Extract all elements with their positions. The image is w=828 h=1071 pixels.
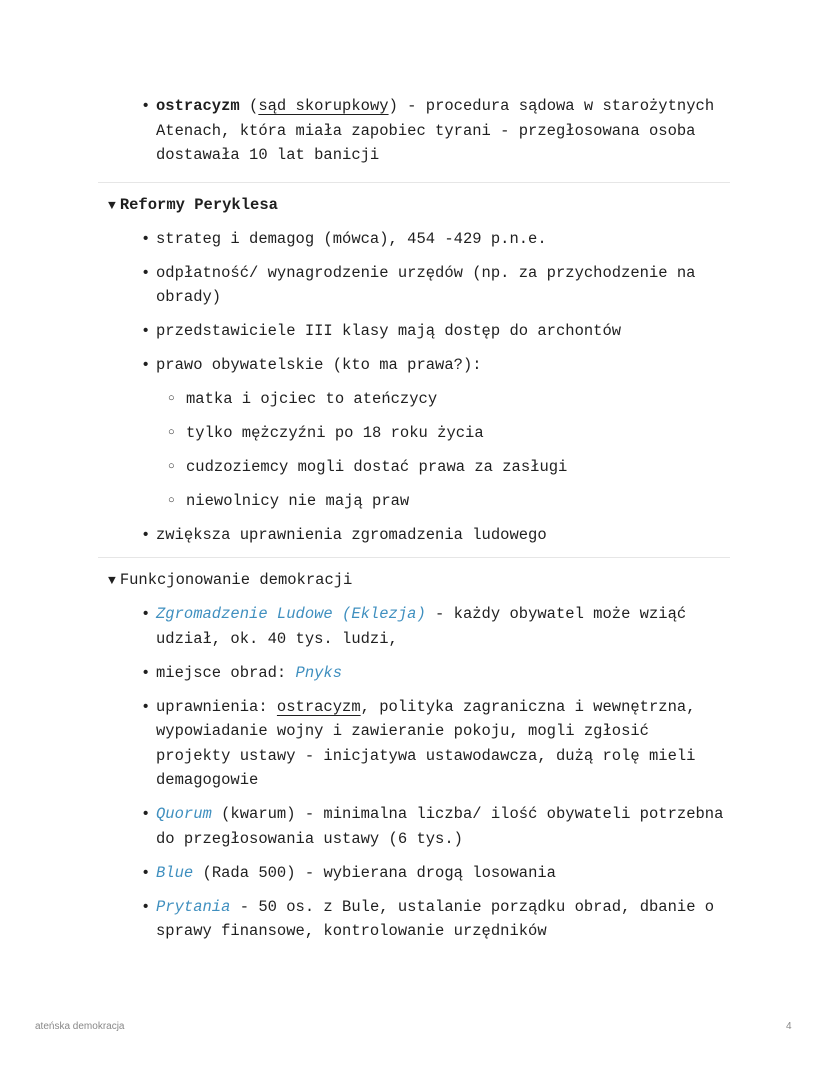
text-segment: ( [239, 97, 259, 115]
text-segment: ) - procedura sądowa w starożytnych Atenach, która miała zapobiec tyrani - przegłosowana osoba dostawała 10 lat banicji [156, 97, 715, 164]
text-segment: strateg i demagog (mówca), 454 -429 p.n.e. [156, 229, 547, 248]
bullet-list [98, 227, 730, 548]
bullet-icon: • [141, 356, 151, 374]
text-segment: uprawnienia: [156, 697, 277, 716]
text-segment: tylko mężczyźni po 18 roku życia [186, 424, 484, 442]
list-item [98, 94, 730, 168]
link-text[interactable]: Quorum [156, 805, 212, 823]
list-item [98, 661, 730, 686]
text-segment: cudzoziemcy mogli dostać prawa za zasługi [186, 458, 568, 476]
text-segment: (Rada 500) - wybierana drogą losowania [193, 863, 556, 882]
collapse-toggle-icon[interactable]: ▼ [108, 573, 116, 588]
sub-list-item [98, 455, 730, 480]
bullet-icon: • [141, 663, 151, 682]
underlined-text: ostracyzm [276, 697, 361, 716]
text-segment: zwiększa uprawnienia zgromadzenia ludowego [156, 526, 547, 544]
collapse-toggle-icon[interactable]: ▼ [108, 197, 116, 213]
footer-title: ateńska demokracja [35, 1021, 125, 1032]
bullet-list [98, 602, 730, 944]
bullet-icon: • [141, 322, 151, 340]
list-item [98, 227, 730, 252]
text-segment: niewolnicy nie mają praw [186, 492, 410, 510]
list-item [98, 895, 730, 944]
bullet-icon: • [141, 526, 151, 544]
section-divider [98, 182, 730, 183]
circle-bullet-icon: ○ [168, 461, 175, 473]
text-segment: - każdy obywatel może wziąć udział, ok. 40 tys. ludzi, [156, 605, 687, 648]
bullet-icon: • [141, 697, 151, 716]
list-item [98, 353, 730, 378]
link-text[interactable]: Pnyks [295, 663, 343, 682]
text-segment: (kwarum) - minimalna liczba/ ilość obywateli potrzebna do przegłosowania ustawy (6 tys.) [156, 805, 724, 848]
bullet-icon: • [141, 605, 151, 623]
text-segment: matka i ojciec to ateńczycy [186, 390, 438, 408]
link-text[interactable]: Zgromadzenie Ludowe (Eklezja) [156, 605, 426, 623]
bold-term: ostracyzm [156, 97, 240, 115]
list-item [98, 523, 730, 548]
list-item [98, 802, 730, 851]
circle-bullet-icon: ○ [168, 393, 175, 405]
list-item [98, 261, 730, 310]
section-divider [98, 557, 730, 558]
text-segment: , polityka zagraniczna i wewnętrzna, wypowiadanie wojny i zawieranie pokoju, mogli zgłosić projekty ustawy - inicjatywa ustawodawcza, dużą rolę mieli demagogowie [156, 697, 696, 789]
section-heading-text: Reformy Peryklesa [119, 195, 278, 214]
bullet-icon: • [141, 97, 151, 115]
text-segment: prawo obywatelskie (kto ma prawa?): [156, 356, 482, 374]
section-heading-text: Funkcjonowanie demokracji [119, 571, 353, 589]
list-item [98, 602, 730, 651]
text-segment: - 50 os. z Bule, ustalanie porządku obrad, dbanie o sprawy finansowe, kontrolowanie urzędników [156, 897, 715, 940]
circle-bullet-icon: ○ [168, 495, 175, 507]
section-heading[interactable] [98, 568, 730, 593]
bullet-list [98, 94, 730, 168]
bullet-icon: • [141, 805, 151, 823]
underlined-text: sąd skorupkowy [258, 97, 389, 115]
text-segment: miejsce obrad: [156, 663, 296, 682]
link-text[interactable]: Blue [156, 863, 194, 882]
page-number: 4 [786, 1021, 792, 1032]
bullet-icon: • [141, 863, 151, 882]
bullet-icon: • [141, 263, 151, 282]
sub-list-item [98, 489, 730, 514]
list-item [98, 319, 730, 344]
list-item [98, 861, 730, 886]
bullet-icon: • [141, 897, 151, 916]
link-text[interactable]: Prytania [156, 897, 231, 916]
sub-list-item [98, 387, 730, 412]
list-item [98, 695, 730, 793]
text-segment: przedstawiciele III klasy mają dostęp do archontów [156, 322, 622, 340]
text-segment: odpłatność/ wynagrodzenie urzędów (np. za przychodzenie na obrady) [156, 263, 696, 306]
circle-bullet-icon: ○ [168, 427, 175, 439]
sub-list-item [98, 421, 730, 446]
section-heading[interactable] [98, 193, 730, 218]
document-content [98, 94, 730, 953]
bullet-icon: • [141, 229, 151, 248]
